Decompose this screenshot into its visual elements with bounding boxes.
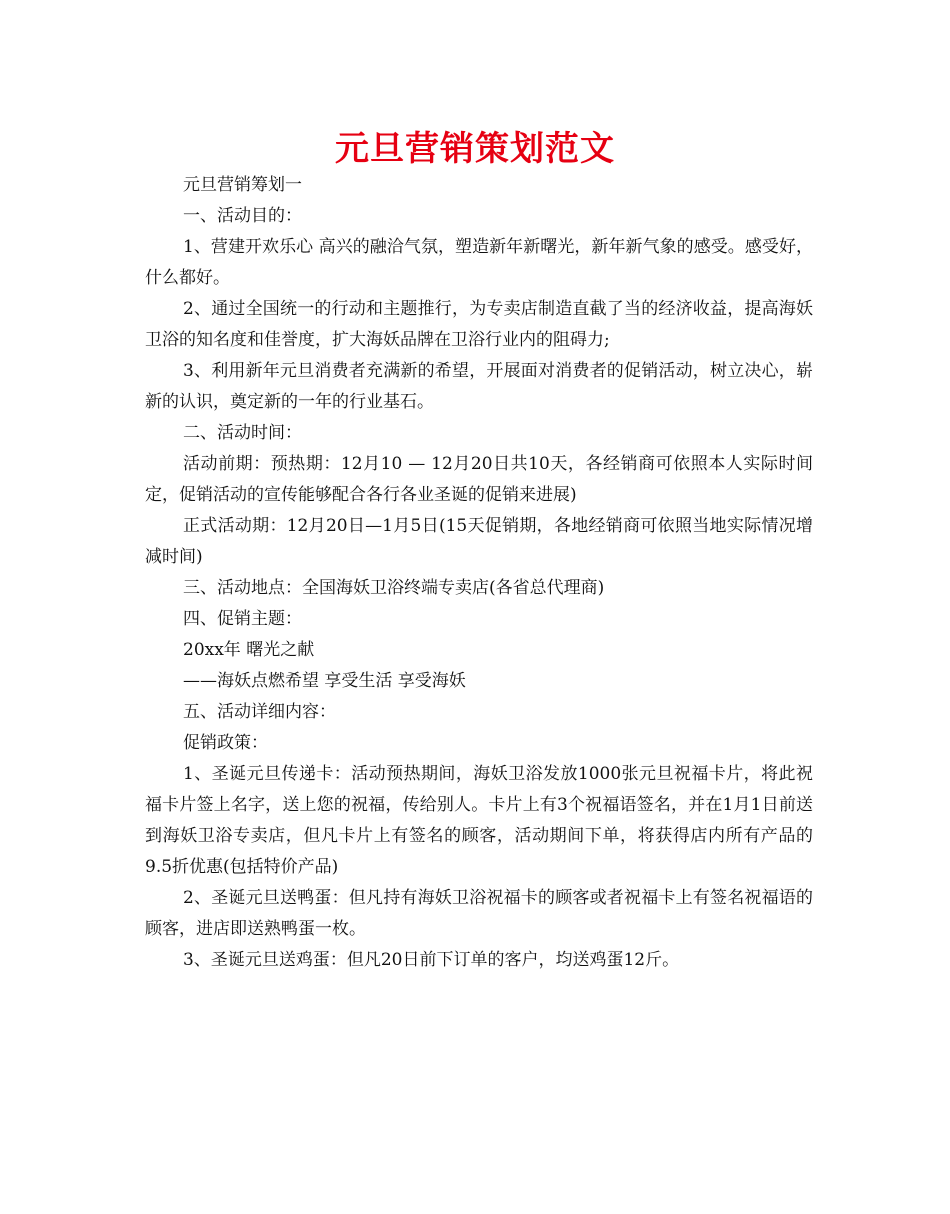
paragraph-goal-2: 2、通过全国统一的行动和主题推行，为专卖店制造直截了当的经济收益，提高海妖卫浴的知名度和佳誉度，扩大海妖品牌在卫浴行业内的阻碍力;	[145, 299, 813, 350]
paragraph-section-5-heading: 五、活动详细内容：	[183, 702, 336, 722]
paragraph-policy-3: 3、圣诞元旦送鸡蛋：但凡20日前下订单的客户，均送鸡蛋12斤。	[183, 950, 680, 970]
paragraph-theme: 20xx年 曙光之献	[183, 640, 315, 660]
paragraph-policy-1: 1、圣诞元旦传递卡：活动预热期间，海妖卫浴发放1000张元旦祝福卡片，将此祝福卡片签上名字，送上您的祝福，传给别人。卡片上有3个祝福语签名，并在1月1日前送到海妖卫浴专卖店，但凡卡片上有签名的顾客，活动期间下单，将获得店内所有产品的9.5折优惠(包括特价产品)	[145, 764, 813, 877]
paragraph-policy-2: 2、圣诞元旦送鸭蛋：但凡持有海妖卫浴祝福卡的顾客或者祝福卡上有签名祝福语的顾客，进店即送熟鸭蛋一枚。	[145, 888, 813, 939]
document-title: 元旦营销策划范文	[335, 129, 615, 169]
document-body	[145, 170, 813, 976]
paragraph-section-4-heading: 四、促销主题：	[183, 609, 302, 629]
paragraph-subtitle: 元旦营销筹划一	[183, 175, 302, 195]
paragraph-main-period: 正式活动期：12月20日—1月5日(15天促销期，各地经销商可依照当地实际情况增减时间)	[145, 516, 813, 567]
paragraph-goal-3: 3、利用新年元旦消费者充满新的希望，开展面对消费者的促销活动，树立决心，崭新的认识，奠定新的一年的行业基石。	[145, 361, 813, 412]
paragraph-section-2-heading: 二、活动时间：	[183, 423, 302, 443]
paragraph-policy-heading: 促销政策：	[183, 733, 268, 753]
paragraph-goal-1: 1、营建开欢乐心 高兴的融洽气氛，塑造新年新曙光，新年新气象的感受。感受好，什么都好。	[145, 237, 813, 288]
paragraph-section-1-heading: 一、活动目的：	[183, 206, 302, 226]
paragraph-pre-period: 活动前期：预热期：12月10 — 12月20日共10天，各经销商可依照本人实际时间定，促销活动的宣传能够配合各行各业圣诞的促销来进展)	[145, 454, 813, 505]
paragraph-slogan: ——海妖点燃希望 享受生活 享受海妖	[183, 671, 466, 691]
paragraph-section-3-location: 三、活动地点：全国海妖卫浴终端专卖店(各省总代理商)	[183, 578, 605, 598]
